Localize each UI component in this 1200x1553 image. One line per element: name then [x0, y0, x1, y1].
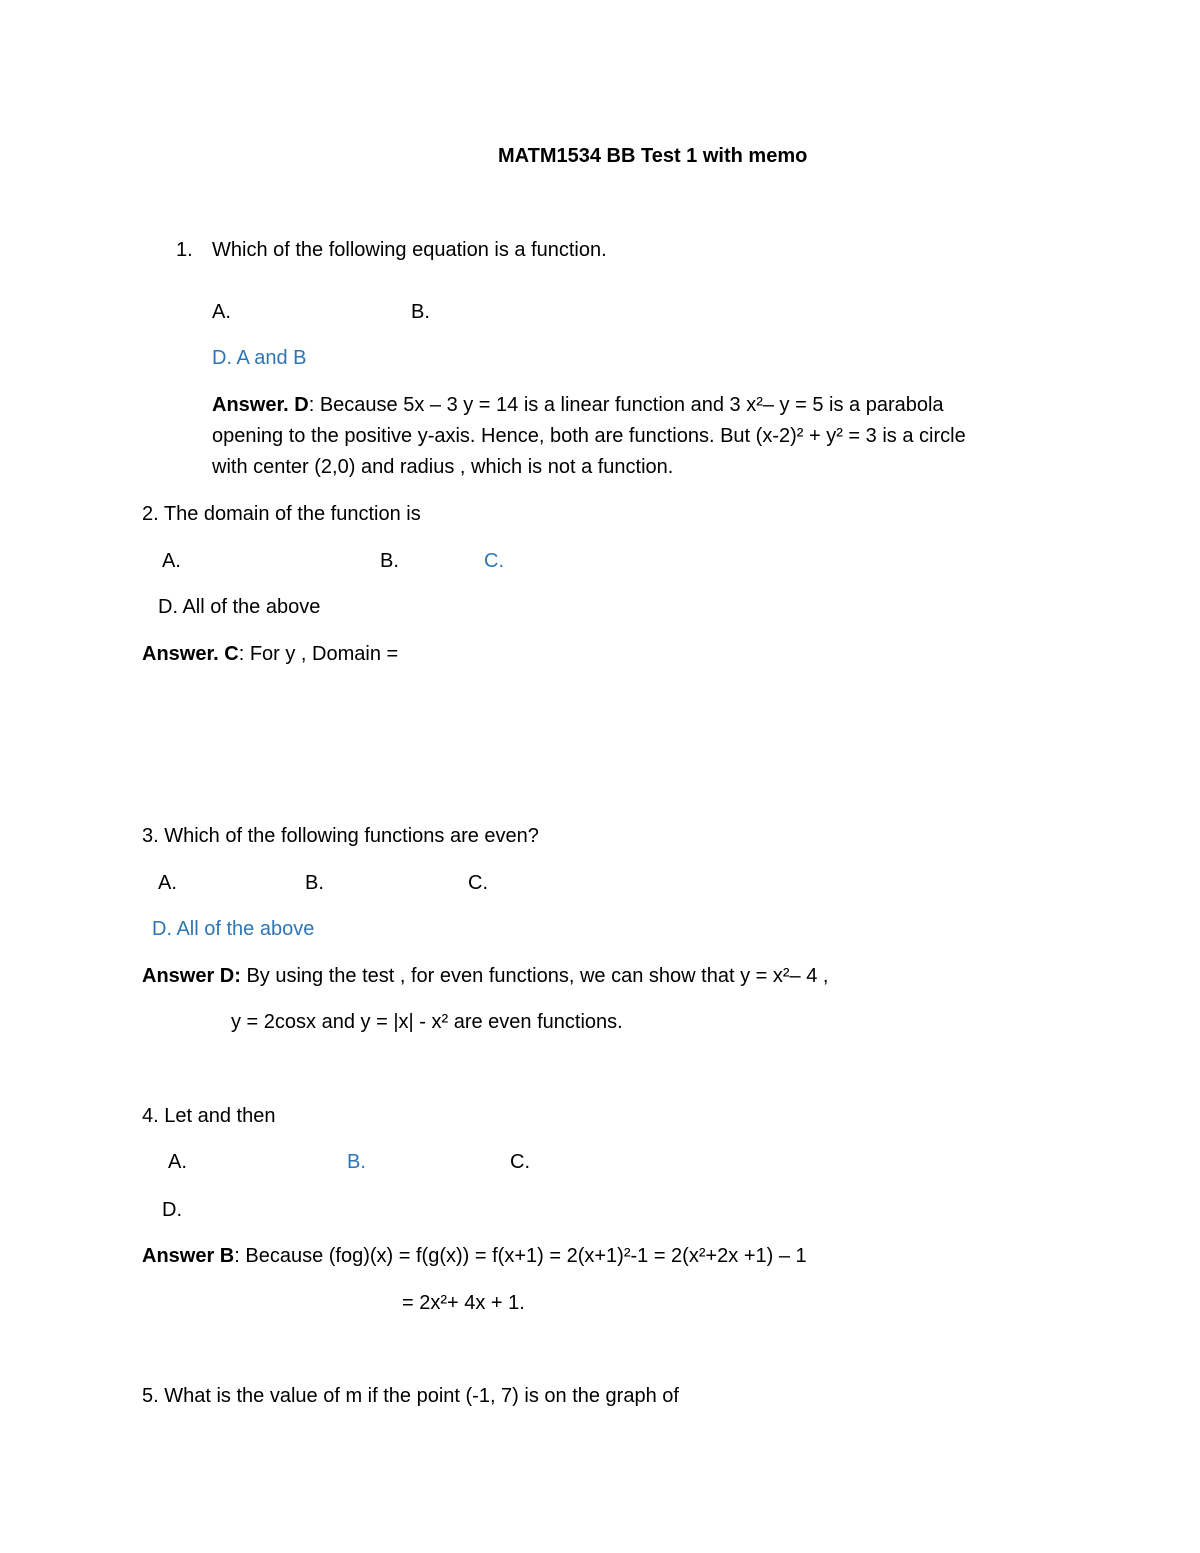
q3-answer-line2: y = 2cosx and y = |x| - x² are even functions.: [231, 1011, 623, 1033]
q3-option-a: A.: [158, 872, 177, 894]
q1-answer-line2: opening to the positive y-axis. Hence, both are functions. But (x-2)² + y² = 3 is a circle: [212, 425, 966, 447]
q3-answer-text: By using the test , for even functions, we can show that y = x²– 4 ,: [240, 965, 829, 987]
q2-answer: [142, 642, 398, 666]
q3-option-c: C.: [468, 872, 488, 894]
q2-option-d: D. All of the above: [158, 596, 321, 618]
q4-answer-line2: = 2x²+ 4x + 1.: [402, 1292, 525, 1314]
q2-answer-label: Answer. C: [142, 643, 239, 665]
q2-option-c: C.: [484, 550, 504, 572]
q3-answer-label: Answer D:: [142, 965, 241, 987]
q1-option-d: D. A and B: [212, 347, 307, 369]
q1-option-b: B.: [411, 301, 430, 323]
q1-answer-line3: with center (2,0) and radius , which is not a function.: [212, 456, 674, 478]
q5-question: 5. What is the value of m if the point (-1, 7) is on the graph of: [142, 1385, 679, 1407]
q1-number: 1.: [176, 239, 193, 261]
q2-answer-text: : For y , Domain =: [238, 643, 399, 665]
q3-question: 3. Which of the following functions are even?: [142, 825, 539, 847]
q4-option-a: A.: [168, 1151, 187, 1173]
q2-question: 2. The domain of the function is: [142, 503, 421, 525]
q4-option-b: B.: [347, 1151, 366, 1173]
q4-answer-text: : Because (fog)(x) = f(g(x)) = f(x+1) = 2(x+1)²-1 = 2(x²+2x +1) – 1: [234, 1245, 807, 1267]
q1-answer-label: Answer. D: [212, 394, 309, 416]
q4-option-c: C.: [510, 1151, 530, 1173]
q1-option-a: A.: [212, 301, 231, 323]
q3-answer-line1: [142, 964, 828, 988]
q4-question: 4. Let and then: [142, 1105, 276, 1127]
q2-option-a: A.: [162, 550, 181, 572]
q2-option-b: B.: [380, 550, 399, 572]
q3-option-b: B.: [305, 872, 324, 894]
q4-answer-label: Answer B: [142, 1245, 235, 1267]
q4-option-d: D.: [162, 1199, 182, 1221]
q1-answer-line1: [212, 393, 944, 417]
q3-option-d: D. All of the above: [152, 918, 315, 940]
page-title: MATM1534 BB Test 1 with memo: [498, 145, 808, 167]
q1-answer-text: : Because 5x – 3 y = 14 is a linear function and 3 x²– y = 5 is a parabola: [308, 394, 944, 416]
q1-question: Which of the following equation is a function.: [212, 239, 607, 261]
q4-answer-line1: [142, 1244, 807, 1268]
